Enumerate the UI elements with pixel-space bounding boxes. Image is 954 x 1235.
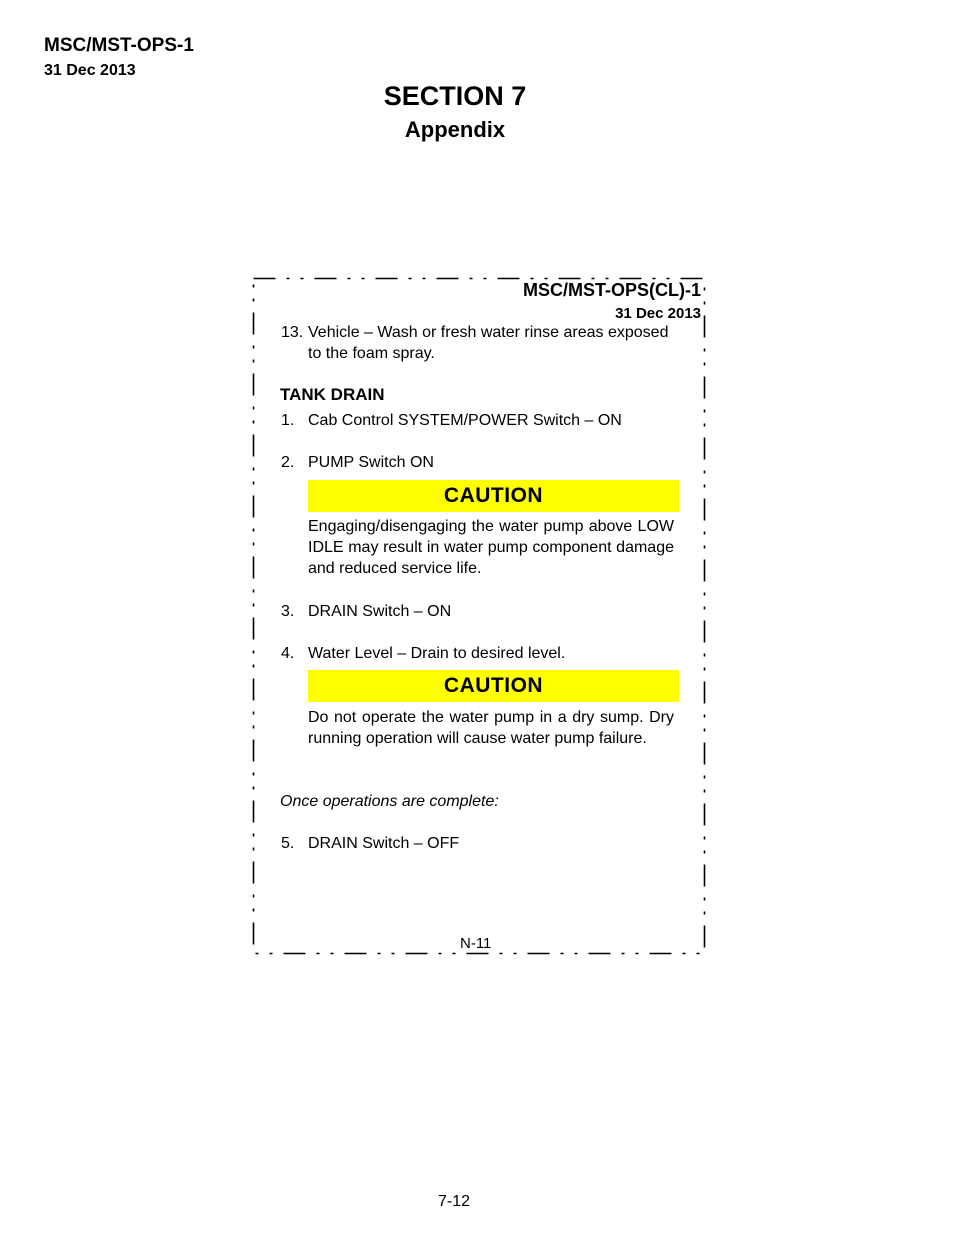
step-3-text: DRAIN Switch – ON bbox=[308, 603, 452, 620]
step-5-number: 5. bbox=[281, 835, 295, 852]
doc-date: 31 Dec 2013 bbox=[44, 62, 136, 79]
step-1-text: Cab Control SYSTEM/POWER Switch – ON bbox=[308, 412, 622, 429]
step-2-number: 2. bbox=[281, 454, 295, 471]
step-13-text: Vehicle – Wash or fresh water rinse areas exposed to the foam spray. bbox=[308, 324, 669, 362]
section-title: SECTION 7 bbox=[383, 81, 527, 111]
step-5-text: DRAIN Switch – OFF bbox=[308, 835, 460, 852]
step-13-number: 13. bbox=[281, 324, 304, 341]
page-number: 7-12 bbox=[437, 1193, 471, 1210]
caution-1-text: Engaging/disengaging the water pump above LOW IDLE may result in water pump component damage and reduced service life. bbox=[308, 518, 674, 577]
card-doc-id: MSC/MST-OPS(CL)-1 bbox=[523, 280, 701, 300]
caution-2-text: Do not operate the water pump in a dry sump. Dry running operation will cause water pump failure. bbox=[308, 709, 674, 747]
step-4-number: 4. bbox=[281, 645, 295, 662]
doc-id: MSC/MST-OPS-1 bbox=[44, 35, 194, 56]
caution-banner-1: CAUTION bbox=[308, 480, 679, 512]
step-4-text: Water Level – Drain to desired level. bbox=[308, 645, 566, 662]
step-1-number: 1. bbox=[281, 412, 295, 429]
caution-banner-2: CAUTION bbox=[308, 670, 679, 702]
section-subtitle: Appendix bbox=[404, 117, 506, 142]
once-complete-note: Once operations are complete: bbox=[280, 793, 499, 810]
step-2-text: PUMP Switch ON bbox=[308, 454, 434, 471]
checklist-card bbox=[253, 278, 705, 954]
tank-drain-heading: TANK DRAIN bbox=[280, 385, 385, 404]
card-date: 31 Dec 2013 bbox=[615, 305, 701, 322]
card-page-label: N-11 bbox=[460, 935, 492, 952]
step-3-number: 3. bbox=[281, 603, 295, 620]
